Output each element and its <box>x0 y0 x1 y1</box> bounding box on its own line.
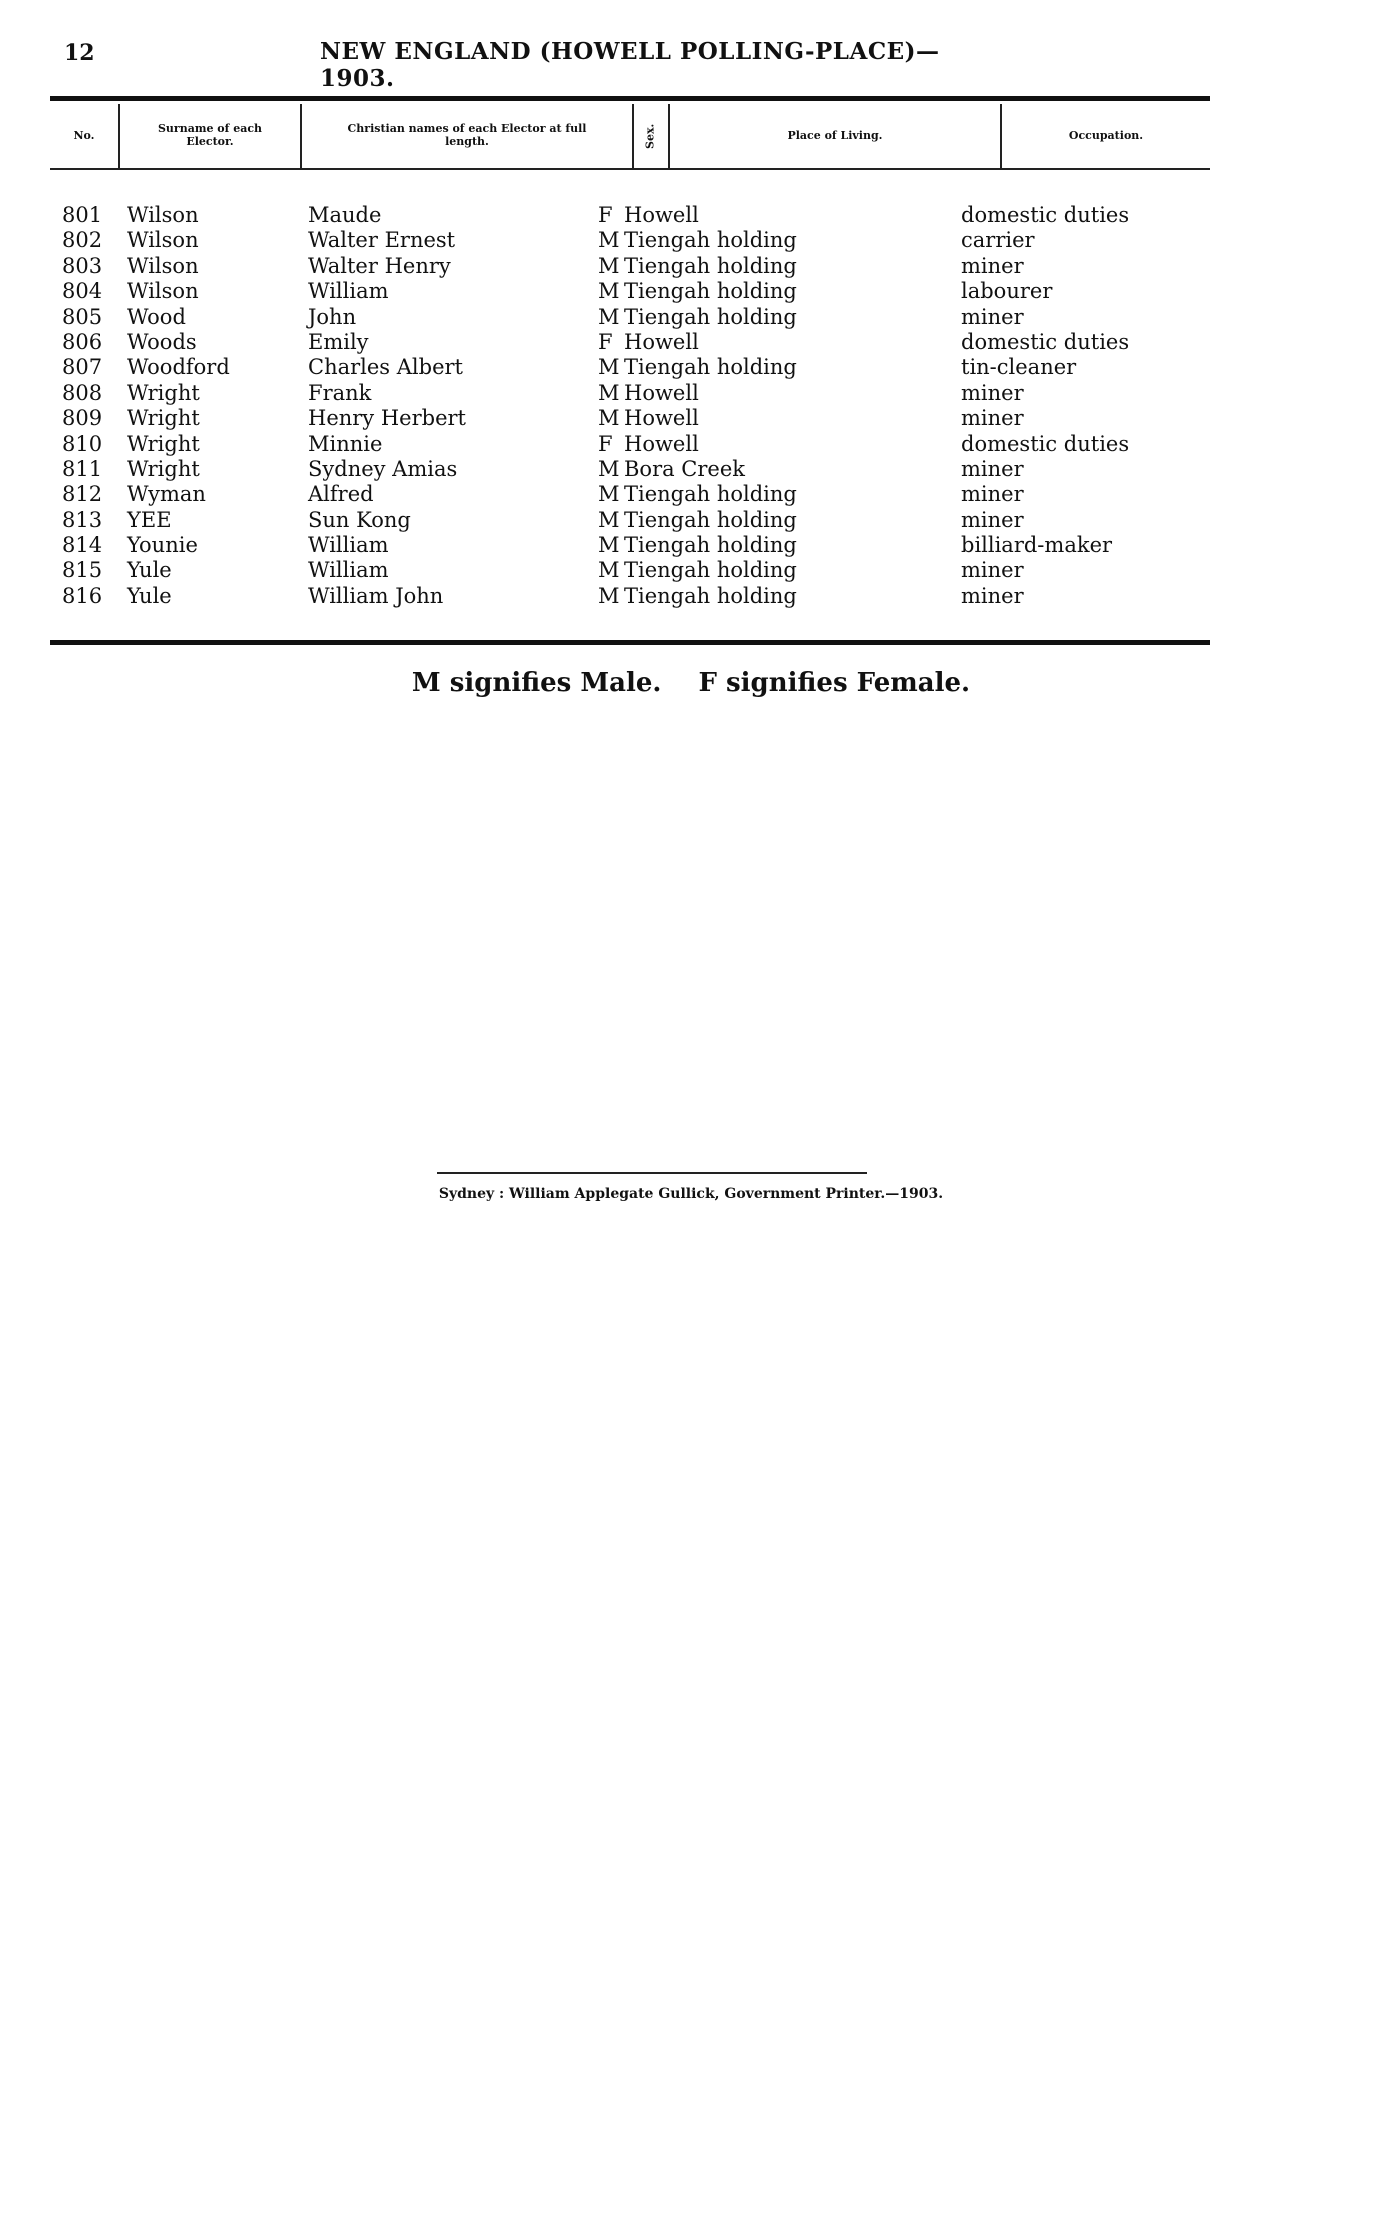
cell-occupation: miner <box>961 304 1024 329</box>
cell-christian-names: Frank <box>308 380 372 405</box>
header-bottom-rule <box>50 168 1210 170</box>
cell-sex: M <box>598 304 620 329</box>
cell-sex: M <box>598 406 620 431</box>
cell-no: 804 <box>62 279 103 304</box>
table-row <box>50 508 1210 533</box>
cell-sex: F <box>598 431 613 456</box>
cell-sex: M <box>598 482 620 507</box>
cell-christian-names: Sydney Amias <box>308 456 458 481</box>
cell-place: Tiengah holding <box>624 304 797 329</box>
cell-occupation: labourer <box>961 279 1053 304</box>
cell-no: 812 <box>62 482 103 507</box>
cell-surname: Younie <box>127 533 198 558</box>
cell-no: 813 <box>62 507 103 532</box>
cell-surname: Wilson <box>127 253 199 278</box>
cell-christian-names: John <box>308 304 357 329</box>
column-header-sex <box>634 104 668 168</box>
cell-place: Howell <box>624 329 699 354</box>
cell-occupation: domestic duties <box>961 329 1130 354</box>
cell-christian-names: Sun Kong <box>308 507 411 532</box>
table-header <box>50 104 1210 168</box>
cell-sex: F <box>598 329 613 354</box>
table-row <box>50 203 1210 228</box>
page-title: NEW ENGLAND (HOWELL POLLING-PLACE)—1903. <box>320 38 940 92</box>
sex-legend <box>0 668 1382 698</box>
cell-sex: M <box>598 279 620 304</box>
cell-surname: YEE <box>127 507 172 532</box>
cell-place: Tiengah holding <box>624 228 797 253</box>
table-row <box>50 330 1210 355</box>
cell-no: 802 <box>62 228 103 253</box>
cell-no: 816 <box>62 583 103 608</box>
cell-place: Tiengah holding <box>624 507 797 532</box>
cell-surname: Woodford <box>127 355 230 380</box>
cell-place: Tiengah holding <box>624 253 797 278</box>
cell-occupation: tin-cleaner <box>961 355 1077 380</box>
cell-christian-names: Charles Albert <box>308 355 463 380</box>
cell-no: 803 <box>62 253 103 278</box>
cell-occupation: carrier <box>961 228 1035 253</box>
cell-place: Howell <box>624 431 699 456</box>
cell-no: 805 <box>62 304 103 329</box>
electors-list <box>50 203 1210 609</box>
cell-sex: M <box>598 558 620 583</box>
cell-sex: M <box>598 253 620 278</box>
cell-christian-names: William <box>308 533 389 558</box>
cell-christian-names: William <box>308 279 389 304</box>
cell-christian-names: William John <box>308 583 444 608</box>
table-row <box>50 305 1210 330</box>
column-header-surname: Surname of each Elector. <box>157 122 263 148</box>
column-header-sex-label: Sex. <box>643 123 657 149</box>
column-header-place: Place of Living. <box>787 128 883 142</box>
cell-no: 807 <box>62 355 103 380</box>
cell-no: 808 <box>62 380 103 405</box>
cell-surname: Wilson <box>127 279 199 304</box>
column-divider <box>118 104 120 168</box>
column-divider <box>632 104 634 168</box>
cell-occupation: miner <box>961 482 1024 507</box>
cell-christian-names: Minnie <box>308 431 383 456</box>
cell-no: 810 <box>62 431 103 456</box>
cell-christian-names: Emily <box>308 329 369 354</box>
cell-place: Howell <box>624 406 699 431</box>
header-top-rule <box>50 96 1210 101</box>
cell-christian-names: Henry Herbert <box>308 406 466 431</box>
imprint-rule <box>437 1172 867 1174</box>
table-bottom-rule <box>50 640 1210 645</box>
cell-christian-names: Walter Henry <box>308 253 451 278</box>
table-row <box>50 584 1210 609</box>
column-header-no: No. <box>73 128 95 142</box>
cell-place: Tiengah holding <box>624 482 797 507</box>
cell-surname: Wright <box>127 431 200 456</box>
cell-occupation: miner <box>961 583 1024 608</box>
cell-no: 809 <box>62 406 103 431</box>
cell-place: Tiengah holding <box>624 583 797 608</box>
cell-place: Tiengah holding <box>624 533 797 558</box>
table-row <box>50 254 1210 279</box>
cell-occupation: miner <box>961 558 1024 583</box>
column-header-christian-names: Christian names of each Elector at full length. <box>347 122 587 148</box>
table-row <box>50 533 1210 558</box>
cell-no: 811 <box>62 456 103 481</box>
table-row <box>50 482 1210 507</box>
cell-place: Tiengah holding <box>624 355 797 380</box>
table-row <box>50 279 1210 304</box>
table-row <box>50 355 1210 380</box>
table-row <box>50 457 1210 482</box>
cell-sex: M <box>598 507 620 532</box>
cell-no: 815 <box>62 558 103 583</box>
page-number: 12 <box>64 40 95 66</box>
cell-occupation: billiard-maker <box>961 533 1113 558</box>
cell-surname: Wood <box>127 304 186 329</box>
cell-surname: Wright <box>127 380 200 405</box>
cell-sex: M <box>598 355 620 380</box>
table-row <box>50 228 1210 253</box>
cell-occupation: domestic duties <box>961 431 1130 456</box>
cell-sex: M <box>598 583 620 608</box>
cell-surname: Yule <box>127 558 172 583</box>
cell-surname: Wright <box>127 406 200 431</box>
cell-christian-names: William <box>308 558 389 583</box>
table-row <box>50 381 1210 406</box>
cell-occupation: miner <box>961 253 1024 278</box>
cell-surname: Wilson <box>127 228 199 253</box>
column-header-occupation: Occupation. <box>1068 128 1144 142</box>
cell-occupation: miner <box>961 380 1024 405</box>
cell-surname: Woods <box>127 329 197 354</box>
cell-place: Howell <box>624 380 699 405</box>
cell-christian-names: Maude <box>308 203 382 227</box>
cell-place: Bora Creek <box>624 456 745 481</box>
cell-sex: M <box>598 533 620 558</box>
cell-sex: M <box>598 228 620 253</box>
cell-occupation: domestic duties <box>961 203 1130 227</box>
cell-surname: Yule <box>127 583 172 608</box>
legend-female: F signifies Female. <box>698 668 971 698</box>
cell-no: 801 <box>62 203 103 227</box>
cell-occupation: miner <box>961 507 1024 532</box>
cell-christian-names: Walter Ernest <box>308 228 456 253</box>
cell-occupation: miner <box>961 406 1024 431</box>
column-divider <box>668 104 670 168</box>
table-row <box>50 406 1210 431</box>
column-divider <box>1000 104 1002 168</box>
cell-surname: Wright <box>127 456 200 481</box>
cell-surname: Wyman <box>127 482 206 507</box>
cell-sex: F <box>598 203 613 227</box>
cell-place: Howell <box>624 203 699 227</box>
printer-imprint: Sydney : William Applegate Gullick, Government Printer.—1903. <box>438 1186 944 1202</box>
legend-male: M signifies Male. <box>411 668 662 698</box>
cell-place: Tiengah holding <box>624 279 797 304</box>
table-row <box>50 558 1210 583</box>
cell-no: 814 <box>62 533 103 558</box>
table-row <box>50 432 1210 457</box>
cell-christian-names: Alfred <box>308 482 374 507</box>
cell-sex: M <box>598 380 620 405</box>
cell-surname: Wilson <box>127 203 199 227</box>
cell-sex: M <box>598 456 620 481</box>
column-divider <box>300 104 302 168</box>
cell-no: 806 <box>62 329 103 354</box>
cell-place: Tiengah holding <box>624 558 797 583</box>
cell-occupation: miner <box>961 456 1024 481</box>
